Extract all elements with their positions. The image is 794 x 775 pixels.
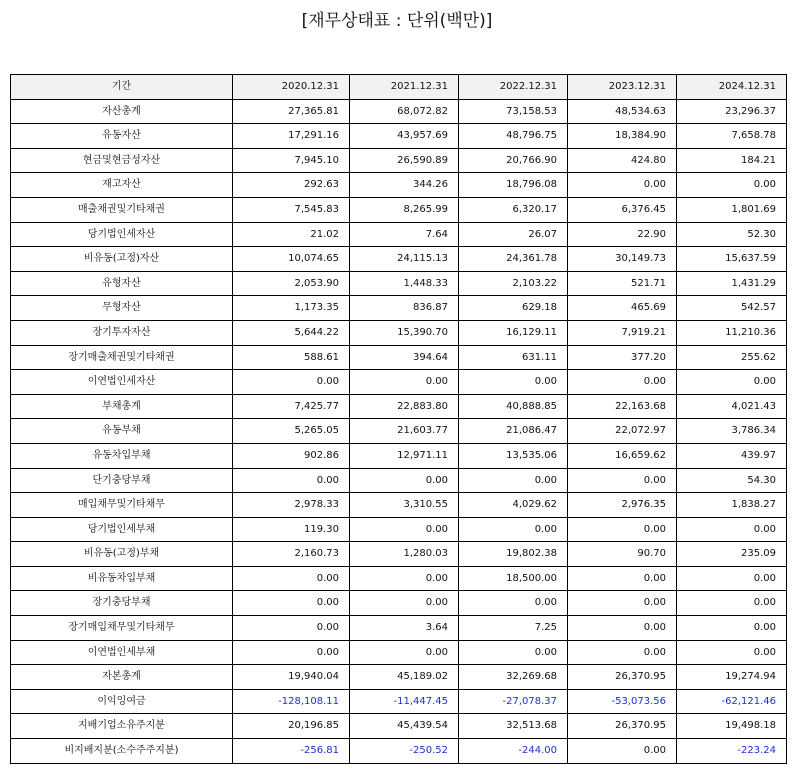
table-row — [11, 222, 787, 247]
value-cell: -27,078.37 — [459, 689, 568, 714]
value-cell: 902.86 — [233, 443, 350, 468]
value-cell: 2,976.35 — [568, 493, 677, 518]
row-label: 이익잉여금 — [11, 689, 233, 714]
value-cell: 26.07 — [459, 222, 568, 247]
value-cell: 24,361.78 — [459, 247, 568, 272]
row-label: 비유동(고정)자산 — [11, 247, 233, 272]
row-label: 유동차입부채 — [11, 443, 233, 468]
value-cell: 2,053.90 — [233, 271, 350, 296]
value-cell: -250.52 — [350, 739, 459, 764]
page-title: [재무상태표 : 단위(백만)] — [301, 11, 493, 31]
value-cell: 19,498.18 — [677, 714, 787, 739]
row-label: 지배기업소유주지분 — [11, 714, 233, 739]
table-row — [11, 517, 787, 542]
value-cell: 21,603.77 — [350, 419, 459, 444]
row-label: 자산총계 — [11, 99, 233, 124]
value-cell: 30,149.73 — [568, 247, 677, 272]
value-cell: 6,376.45 — [568, 197, 677, 222]
value-cell: 5,265.05 — [233, 419, 350, 444]
row-label: 매입채무및기타채무 — [11, 493, 233, 518]
value-cell: 0.00 — [233, 370, 350, 395]
value-cell: 0.00 — [568, 591, 677, 616]
value-cell: 48,796.75 — [459, 124, 568, 149]
row-label: 비지배지분(소수주주지분) — [11, 739, 233, 764]
row-label: 장기매입채무및기타채무 — [11, 616, 233, 641]
value-cell: -244.00 — [459, 739, 568, 764]
value-cell: 1,431.29 — [677, 271, 787, 296]
row-label: 장기매출채권및기타채권 — [11, 345, 233, 370]
value-cell: 0.00 — [233, 591, 350, 616]
value-cell: 394.64 — [350, 345, 459, 370]
row-label: 매출채권및기타채권 — [11, 197, 233, 222]
value-cell: 2,160.73 — [233, 542, 350, 567]
table-row — [11, 591, 787, 616]
header-row — [11, 75, 787, 100]
value-cell: 0.00 — [350, 640, 459, 665]
value-cell: 235.09 — [677, 542, 787, 567]
value-cell: 7,945.10 — [233, 148, 350, 173]
value-cell: -53,073.56 — [568, 689, 677, 714]
value-cell: 0.00 — [568, 370, 677, 395]
table-row — [11, 419, 787, 444]
table-row — [11, 345, 787, 370]
value-cell: 54.30 — [677, 468, 787, 493]
value-cell: -11,447.45 — [350, 689, 459, 714]
table-row — [11, 370, 787, 395]
value-cell: 588.61 — [233, 345, 350, 370]
value-cell: 22.90 — [568, 222, 677, 247]
value-cell: 0.00 — [568, 616, 677, 641]
value-cell: 7.64 — [350, 222, 459, 247]
value-cell: 15,637.59 — [677, 247, 787, 272]
value-cell: 24,115.13 — [350, 247, 459, 272]
value-cell: 0.00 — [568, 173, 677, 198]
row-label: 유동부채 — [11, 419, 233, 444]
value-cell: 1,448.33 — [350, 271, 459, 296]
value-cell: 52.30 — [677, 222, 787, 247]
row-label: 단기충당부채 — [11, 468, 233, 493]
value-cell: 0.00 — [568, 739, 677, 764]
table-row — [11, 320, 787, 345]
row-label: 장기투자자산 — [11, 320, 233, 345]
value-cell: 22,163.68 — [568, 394, 677, 419]
row-label: 이연법인세자산 — [11, 370, 233, 395]
table-row — [11, 247, 787, 272]
value-cell: 465.69 — [568, 296, 677, 321]
table-row — [11, 493, 787, 518]
row-label: 이연법인세부채 — [11, 640, 233, 665]
table-row — [11, 566, 787, 591]
table-row — [11, 468, 787, 493]
value-cell: 0.00 — [677, 370, 787, 395]
value-cell: 7.25 — [459, 616, 568, 641]
value-cell: 16,659.62 — [568, 443, 677, 468]
value-cell: 377.20 — [568, 345, 677, 370]
value-cell: 836.87 — [350, 296, 459, 321]
table-row — [11, 689, 787, 714]
table-row — [11, 394, 787, 419]
row-label: 현금및현금성자산 — [11, 148, 233, 173]
value-cell: 22,883.80 — [350, 394, 459, 419]
year-header: 2022.12.31 — [459, 75, 568, 100]
row-label: 유형자산 — [11, 271, 233, 296]
table-row — [11, 271, 787, 296]
value-cell: 0.00 — [677, 616, 787, 641]
value-cell: 542.57 — [677, 296, 787, 321]
period-header: 기간 — [11, 75, 233, 100]
value-cell: 631.11 — [459, 345, 568, 370]
value-cell: 0.00 — [459, 370, 568, 395]
value-cell: 8,265.99 — [350, 197, 459, 222]
value-cell: 18,796.08 — [459, 173, 568, 198]
value-cell: 68,072.82 — [350, 99, 459, 124]
table-row — [11, 739, 787, 764]
value-cell: 255.62 — [677, 345, 787, 370]
value-cell: 15,390.70 — [350, 320, 459, 345]
year-header: 2024.12.31 — [677, 75, 787, 100]
table-row — [11, 616, 787, 641]
table-row — [11, 443, 787, 468]
value-cell: 0.00 — [350, 468, 459, 493]
value-cell: 22,072.97 — [568, 419, 677, 444]
value-cell: 11,210.36 — [677, 320, 787, 345]
value-cell: 45,439.54 — [350, 714, 459, 739]
year-header: 2020.12.31 — [233, 75, 350, 100]
table-row — [11, 99, 787, 124]
value-cell: 0.00 — [568, 517, 677, 542]
value-cell: 0.00 — [350, 566, 459, 591]
value-cell: -223.24 — [677, 739, 787, 764]
value-cell: 3,310.55 — [350, 493, 459, 518]
year-header: 2021.12.31 — [350, 75, 459, 100]
value-cell: 43,957.69 — [350, 124, 459, 149]
row-label: 무형자산 — [11, 296, 233, 321]
balance-sheet-table — [10, 74, 787, 764]
value-cell: -256.81 — [233, 739, 350, 764]
value-cell: 0.00 — [677, 640, 787, 665]
row-label: 자본총계 — [11, 665, 233, 690]
value-cell: 0.00 — [350, 591, 459, 616]
value-cell: 48,534.63 — [568, 99, 677, 124]
value-cell: 184.21 — [677, 148, 787, 173]
value-cell: 1,801.69 — [677, 197, 787, 222]
value-cell: 18,500.00 — [459, 566, 568, 591]
row-label: 부채총계 — [11, 394, 233, 419]
value-cell: 0.00 — [677, 566, 787, 591]
value-cell: 6,320.17 — [459, 197, 568, 222]
value-cell: 0.00 — [350, 517, 459, 542]
row-label: 당기법인세자산 — [11, 222, 233, 247]
value-cell: 7,545.83 — [233, 197, 350, 222]
value-cell: 0.00 — [677, 517, 787, 542]
value-cell: 16,129.11 — [459, 320, 568, 345]
value-cell: 0.00 — [568, 640, 677, 665]
value-cell: 119.30 — [233, 517, 350, 542]
value-cell: 344.26 — [350, 173, 459, 198]
value-cell: 0.00 — [459, 591, 568, 616]
value-cell: 521.71 — [568, 271, 677, 296]
table-row — [11, 640, 787, 665]
value-cell: 45,189.02 — [350, 665, 459, 690]
value-cell: 13,535.06 — [459, 443, 568, 468]
value-cell: 0.00 — [459, 468, 568, 493]
table-row — [11, 665, 787, 690]
row-label: 재고자산 — [11, 173, 233, 198]
value-cell: -62,121.46 — [677, 689, 787, 714]
value-cell: 0.00 — [233, 640, 350, 665]
row-label: 당기법인세부채 — [11, 517, 233, 542]
value-cell: 7,919.21 — [568, 320, 677, 345]
value-cell: 73,158.53 — [459, 99, 568, 124]
value-cell: 629.18 — [459, 296, 568, 321]
value-cell: 7,658.78 — [677, 124, 787, 149]
row-label: 비유동차입부채 — [11, 566, 233, 591]
value-cell: 2,978.33 — [233, 493, 350, 518]
row-label: 장기충당부채 — [11, 591, 233, 616]
value-cell: 292.63 — [233, 173, 350, 198]
value-cell: 5,644.22 — [233, 320, 350, 345]
value-cell: 26,370.95 — [568, 665, 677, 690]
value-cell: 17,291.16 — [233, 124, 350, 149]
table-row — [11, 714, 787, 739]
value-cell: 2,103.22 — [459, 271, 568, 296]
value-cell: 3.64 — [350, 616, 459, 641]
value-cell: 40,888.85 — [459, 394, 568, 419]
value-cell: 0.00 — [233, 616, 350, 641]
value-cell: 32,513.68 — [459, 714, 568, 739]
value-cell: 10,074.65 — [233, 247, 350, 272]
table-body — [11, 99, 787, 763]
table-header — [11, 75, 787, 100]
value-cell: 1,280.03 — [350, 542, 459, 567]
value-cell: 0.00 — [459, 517, 568, 542]
value-cell: 18,384.90 — [568, 124, 677, 149]
value-cell: 0.00 — [677, 173, 787, 198]
value-cell: 20,196.85 — [233, 714, 350, 739]
table-row — [11, 296, 787, 321]
value-cell: 3,786.34 — [677, 419, 787, 444]
row-label: 유동자산 — [11, 124, 233, 149]
value-cell: 0.00 — [233, 566, 350, 591]
value-cell: 1,838.27 — [677, 493, 787, 518]
year-header: 2023.12.31 — [568, 75, 677, 100]
value-cell: 26,590.89 — [350, 148, 459, 173]
value-cell: 439.97 — [677, 443, 787, 468]
value-cell: 0.00 — [233, 468, 350, 493]
value-cell: 21,086.47 — [459, 419, 568, 444]
value-cell: 21.02 — [233, 222, 350, 247]
value-cell: 424.80 — [568, 148, 677, 173]
value-cell: 20,766.90 — [459, 148, 568, 173]
value-cell: 19,274.94 — [677, 665, 787, 690]
value-cell: 0.00 — [459, 640, 568, 665]
value-cell: 32,269.68 — [459, 665, 568, 690]
value-cell: 19,802.38 — [459, 542, 568, 567]
value-cell: 0.00 — [677, 591, 787, 616]
table-row — [11, 197, 787, 222]
value-cell: 27,365.81 — [233, 99, 350, 124]
value-cell: -128,108.11 — [233, 689, 350, 714]
value-cell: 19,940.04 — [233, 665, 350, 690]
table-row — [11, 542, 787, 567]
row-label: 비유동(고정)부채 — [11, 542, 233, 567]
value-cell: 0.00 — [568, 468, 677, 493]
value-cell: 0.00 — [568, 566, 677, 591]
value-cell: 0.00 — [350, 370, 459, 395]
value-cell: 7,425.77 — [233, 394, 350, 419]
value-cell: 12,971.11 — [350, 443, 459, 468]
table-row — [11, 148, 787, 173]
value-cell: 4,029.62 — [459, 493, 568, 518]
value-cell: 4,021.43 — [677, 394, 787, 419]
value-cell: 90.70 — [568, 542, 677, 567]
table-row — [11, 124, 787, 149]
value-cell: 23,296.37 — [677, 99, 787, 124]
value-cell: 26,370.95 — [568, 714, 677, 739]
table-row — [11, 173, 787, 198]
value-cell: 1,173.35 — [233, 296, 350, 321]
